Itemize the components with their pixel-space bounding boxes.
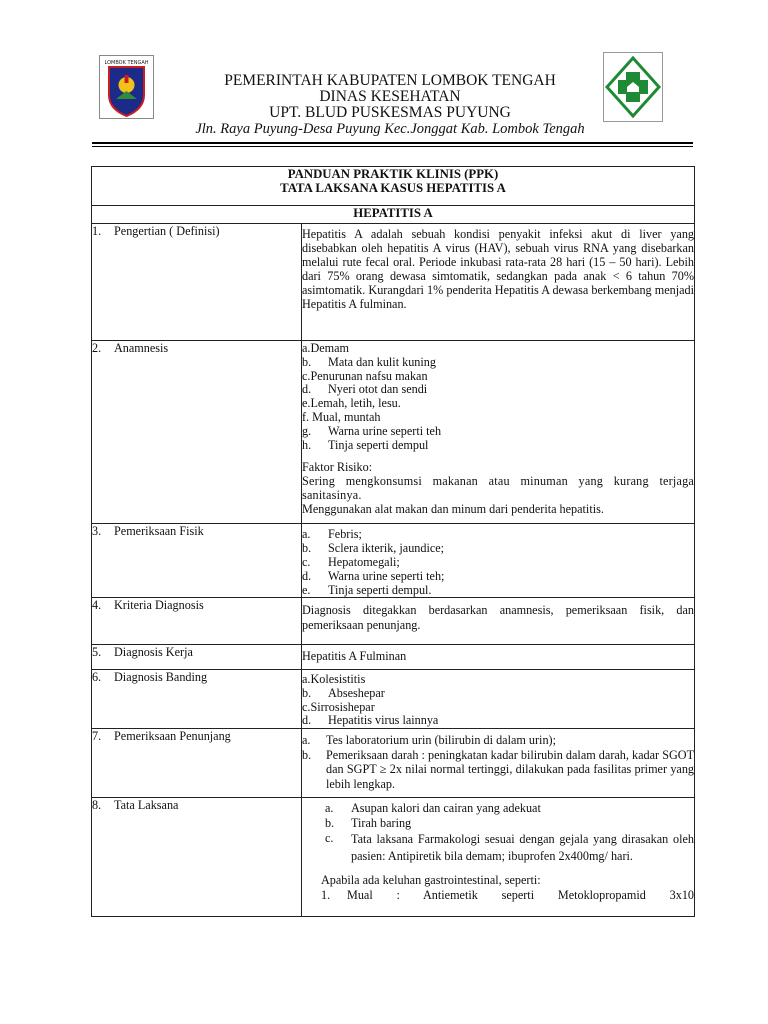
title-line-1: PANDUAN PRAKTIK KLINIS (PPK)	[287, 167, 499, 181]
list-text: Tirah baring	[351, 816, 412, 831]
header-unit: UPT. BLUD PUSKESMAS PUYUNG	[269, 104, 511, 121]
row-label-text: Diagnosis Kerja	[114, 645, 193, 659]
list-item: c.Sirrosishepar	[302, 699, 375, 714]
row-label-text: Diagnosis Banding	[114, 670, 208, 684]
row-number: 3.	[92, 524, 102, 538]
header-agency: DINAS KESEHATAN	[319, 88, 461, 105]
list-marker: b.	[302, 354, 312, 369]
list-text: Hepatitis virus lainnya	[328, 713, 439, 728]
list-item	[302, 583, 694, 597]
row-label-text: Kriteria Diagnosis	[114, 598, 204, 612]
spacer	[325, 865, 694, 873]
list-marker: a.	[302, 527, 311, 541]
list-marker: b.	[302, 685, 312, 700]
list-text: Nyeri otot dan sendi	[328, 382, 428, 397]
title-line-2: TATA LAKSANA KASUS HEPATITIS A	[280, 181, 506, 195]
puskesmas-logo	[603, 52, 663, 122]
list-item: e.Lemah, letih, lesu.	[302, 396, 401, 411]
header-government: PEMERINTAH KABUPATEN LOMBOK TENGAH	[224, 72, 556, 89]
list-text: Febris;	[328, 527, 362, 541]
list-item	[321, 888, 694, 903]
list-text: Warna urine seperti teh;	[328, 569, 445, 583]
document-title	[92, 167, 695, 206]
list-marker: a.	[302, 733, 311, 748]
risk-factor-text: Menggunakan alat makan dan minum dari penderita hepatitis.	[302, 501, 604, 516]
list-text: Tinja seperti dempul.	[328, 583, 432, 597]
list-text: Mual : Antiemetik seperti Metoklopropamid 3x10	[347, 888, 695, 903]
row-label-text: Pengertian ( Definisi)	[114, 224, 220, 238]
list-marker: c.	[302, 555, 311, 569]
table-row	[92, 729, 695, 798]
lombok-tengah-shield-icon	[99, 55, 154, 119]
list-item	[325, 816, 694, 831]
ppk-table	[91, 166, 695, 917]
list-text: Pemeriksaan darah : peningkatan kadar bilirubin dalam darah, kadar SGOT dan SGPT ≥ 2x nilai normal tertinggi, dilakukan pada fasilitas primer yang lebih lengkap.	[326, 747, 695, 791]
table-row	[92, 341, 695, 524]
list-item	[325, 831, 694, 865]
list-item	[325, 801, 694, 816]
district-logo	[99, 55, 154, 119]
list-item: c.Penurunan nafsu makan	[302, 368, 428, 383]
list-text: Warna urine seperti teh	[328, 423, 442, 438]
list-marker: b.	[302, 541, 312, 555]
table-row	[92, 670, 695, 729]
header-address: Jln. Raya Puyung-Desa Puyung Kec.Jonggat Kab. Lombok Tengah	[195, 121, 585, 137]
list-item	[302, 569, 694, 583]
row-label	[92, 224, 302, 341]
table-row	[92, 224, 695, 341]
row-number: 5.	[92, 645, 102, 659]
row-label-text: Pemeriksaan Fisik	[114, 524, 204, 538]
gastro-note: Apabila ada keluhan gastrointestinal, seperti:	[321, 873, 541, 888]
list-item	[302, 555, 694, 569]
table-row	[92, 598, 695, 645]
list-marker: d.	[302, 713, 312, 728]
subtitle-row	[92, 206, 695, 224]
differential-diagnosis-content	[302, 670, 695, 729]
definition-text: Hepatitis A adalah sebuah kondisi penyakit infeksi akut di liver yang disebabkan oleh hepatitis A virus (HAV), sebuah virus RNA yang disebarkan melalui rute fecal oral. Periode inkubasi rata-rata 28 hari (15 – 50 hari). Lebih dari 75% orang dewasa simtomatik, sedangkan pada anak < 6 tahun 70% asimtomatik. Kurangdari 1% penderita Hepatitis A dewasa berkembang menjadi Hepatitis A fulminan.	[302, 224, 695, 341]
physical-exam-content	[302, 524, 695, 598]
list-item: a.Kolesistitis	[302, 672, 366, 686]
list-marker: b.	[325, 816, 335, 831]
list-item	[302, 733, 694, 748]
list-marker: d.	[302, 569, 312, 583]
list-item	[302, 748, 694, 792]
row-label	[92, 645, 302, 670]
row-label-text: Pemeriksaan Penunjang	[114, 729, 231, 744]
anamnesis-content	[302, 341, 695, 524]
list-item	[302, 527, 694, 541]
risk-factor-title: Faktor Risiko:	[302, 460, 373, 475]
row-number: 7.	[92, 729, 102, 744]
list-text: Mata dan kulit kuning	[328, 354, 436, 369]
list-marker: d.	[302, 382, 312, 397]
list-marker: 1.	[321, 888, 331, 903]
list-marker: h.	[302, 437, 312, 452]
list-item	[302, 687, 694, 701]
title-row	[92, 167, 695, 206]
list-item	[302, 439, 694, 453]
list-item	[302, 714, 694, 728]
list-marker: c.	[325, 831, 334, 846]
management-content	[302, 798, 695, 917]
row-label	[92, 798, 302, 917]
row-label	[92, 729, 302, 798]
table-row	[92, 645, 695, 670]
table-row	[92, 798, 695, 917]
row-number: 1.	[92, 224, 102, 238]
header-rule-thin	[92, 146, 693, 147]
row-number: 2.	[92, 341, 102, 355]
disease-subtitle: HEPATITIS A	[92, 206, 695, 224]
list-item	[302, 541, 694, 555]
list-marker: a.	[325, 801, 334, 816]
list-item: a.Demam	[302, 341, 350, 355]
row-label-text: Tata Laksana	[114, 798, 179, 813]
list-text: Hepatomegali;	[328, 555, 400, 569]
working-diagnosis-text: Hepatitis A Fulminan	[302, 645, 695, 670]
list-marker: g.	[302, 423, 312, 438]
row-number: 6.	[92, 670, 102, 684]
header-rule-thick	[92, 142, 693, 144]
row-label	[92, 524, 302, 598]
logo-left-caption: LOMBOK TENGAH	[104, 60, 149, 66]
list-text: Tes laboratorium urin (bilirubin di dalam urin);	[326, 733, 556, 748]
list-item	[302, 425, 694, 439]
row-label	[92, 341, 302, 524]
row-number: 4.	[92, 598, 102, 612]
list-marker: e.	[302, 583, 311, 597]
table-row	[92, 524, 695, 598]
diagnosis-criteria-text: Diagnosis ditegakkan berdasarkan anamnesis, pemeriksaan fisik, dan pemeriksaan penunjang.	[302, 598, 695, 645]
list-text: Abseshepar	[328, 685, 385, 700]
list-text: Tata laksana Farmakologi sesuai dengan gejala yang dirasakan oleh pasien: Antipiretik bila demam; ibuprofen 2x400mg/ hari.	[351, 832, 695, 864]
list-item	[302, 383, 694, 397]
row-number: 8.	[92, 798, 102, 813]
row-label	[92, 670, 302, 729]
list-text: Asupan kalori dan cairan yang adekuat	[351, 801, 541, 816]
risk-factor-text: Sering mengkonsumsi makanan atau minuman yang kurang terjaga sanitasinya.	[302, 474, 695, 502]
row-label	[92, 598, 302, 645]
row-label-text: Anamnesis	[114, 341, 169, 355]
list-item: f. Mual, muntah	[302, 409, 381, 424]
list-item	[302, 356, 694, 370]
list-text: Sclera ikterik, jaundice;	[328, 541, 445, 555]
green-cross-icon	[603, 52, 663, 122]
list-text: Tinja seperti dempul	[328, 437, 429, 452]
supporting-exam-content	[302, 729, 695, 798]
list-marker: b.	[302, 747, 312, 762]
